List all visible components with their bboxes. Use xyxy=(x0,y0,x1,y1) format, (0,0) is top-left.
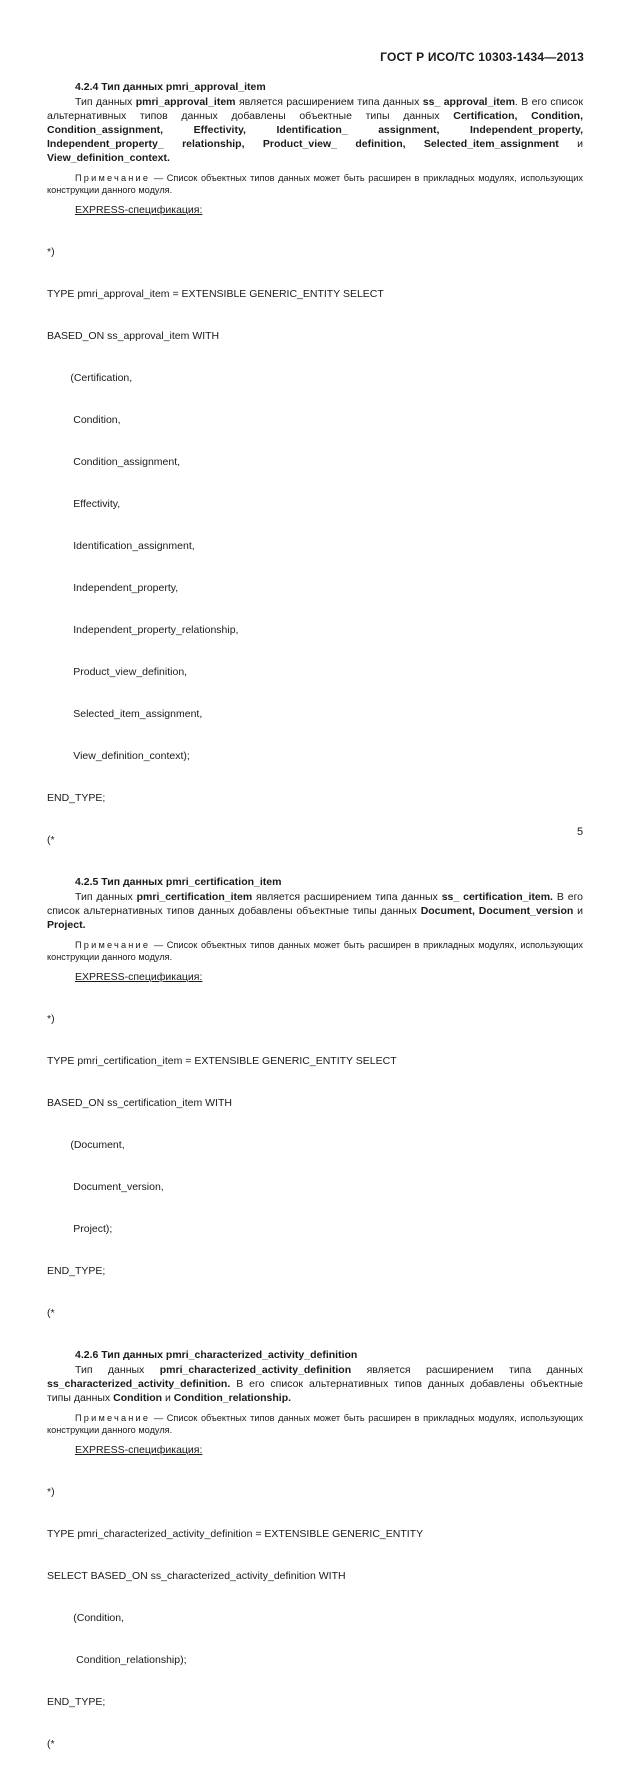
para-mid: является расширением типа данных xyxy=(235,96,423,108)
code-line: TYPE pmri_characterized_activity_definition = EXTENSIBLE GENERIC_ENTITY xyxy=(47,1528,424,1540)
para-prefix: Тип данных xyxy=(75,891,137,903)
para-mid2: В его список альтернативных типов данных добавлены объектные типы данных xyxy=(47,891,584,917)
note xyxy=(47,172,583,196)
note xyxy=(47,1412,583,1436)
and-word: и xyxy=(573,905,583,917)
section-paragraph xyxy=(47,890,583,932)
para-mid: является расширением типа данных xyxy=(252,891,442,903)
code-line: Project); xyxy=(47,1223,113,1235)
code-line: Identification_assignment, xyxy=(47,540,195,552)
note-text: — Список объектных типов данных может быть расширен в прикладных модулях, использующих конструкции данного модуля. xyxy=(47,1413,583,1435)
code-line: View_definition_context); xyxy=(47,750,190,762)
note-text: — Список объектных типов данных может быть расширен в прикладных модулях, использующих конструкции данного модуля. xyxy=(47,173,583,195)
page-body xyxy=(47,80,583,1779)
note-label: Примечание xyxy=(75,173,151,183)
and-word: и xyxy=(162,1392,174,1404)
type-list: Certification, Condition, Condition_assignment, Effectivity, Identification_ assignment, Independent_property, Independent_property_ relationship, Product_view_ definition, Selected_item_assignment xyxy=(47,110,583,150)
section-title: 4.2.4 Тип данных pmri_approval_item xyxy=(75,81,266,93)
last-type: Condition_relationship. xyxy=(173,1392,292,1404)
note-label: Примечание xyxy=(75,940,151,950)
last-type: Project. xyxy=(47,919,86,931)
code-line: BASED_ON ss_certification_item WITH xyxy=(47,1097,232,1109)
code-line: Selected_item_assignment, xyxy=(47,708,203,720)
type-list: Document, Document_version xyxy=(420,905,574,917)
para-prefix: Тип данных xyxy=(75,1364,160,1376)
last-type: View_definition_context. xyxy=(47,152,170,164)
type-name: pmri_characterized_activity_definition xyxy=(159,1364,352,1376)
note-text: — Список объектных типов данных может быть расширен в прикладных модулях, использующих конструкции данного модуля. xyxy=(47,940,583,962)
code-line: *) xyxy=(47,1486,55,1498)
and-word: и xyxy=(558,138,583,150)
section-4-2-4 xyxy=(47,80,583,875)
page-number: 5 xyxy=(577,826,584,838)
para-mid2: В его список альтернативных типов данных добавлены объектные типы данных xyxy=(47,1378,583,1404)
code-line: (Certification, xyxy=(47,372,133,384)
section-title: 4.2.5 Тип данных pmri_certification_item xyxy=(75,876,282,888)
code-line: Independent_property, xyxy=(47,582,179,594)
section-title: 4.2.6 Тип данных pmri_characterized_activity_definition xyxy=(75,1349,358,1361)
code-line: Independent_property_relationship, xyxy=(47,624,239,636)
code-line: Condition, xyxy=(47,414,121,426)
code-line: Product_view_definition, xyxy=(47,666,188,678)
document-header: ГОСТ Р ИСО/ТС 10303-1434—2013 xyxy=(380,50,584,64)
express-spec-label: EXPRESS-спецификация: xyxy=(75,1444,203,1456)
type-name: pmri_certification_item xyxy=(136,891,253,903)
code-line: *) xyxy=(47,246,55,258)
express-code-block xyxy=(47,1457,583,1779)
note xyxy=(47,939,583,963)
note-label: Примечание xyxy=(75,1413,151,1423)
code-line: (* xyxy=(47,834,55,846)
code-line: (Condition, xyxy=(47,1612,125,1624)
code-line: Document_version, xyxy=(47,1181,164,1193)
section-paragraph xyxy=(47,1363,583,1405)
code-line: END_TYPE; xyxy=(47,1696,106,1708)
base-type: ss_ approval_item xyxy=(422,96,515,108)
code-line: END_TYPE; xyxy=(47,792,106,804)
code-line: TYPE pmri_approval_item = EXTENSIBLE GENERIC_ENTITY SELECT xyxy=(47,288,384,300)
code-line: (Document, xyxy=(47,1139,125,1151)
para-mid2: . В его список альтернативных типов данных добавлены объектные типы данных xyxy=(47,96,583,122)
code-line: *) xyxy=(47,1013,55,1025)
express-code-block xyxy=(47,217,583,875)
code-line: (* xyxy=(47,1738,55,1750)
code-line: TYPE pmri_certification_item = EXTENSIBLE GENERIC_ENTITY SELECT xyxy=(47,1055,397,1067)
para-prefix: Тип данных xyxy=(75,96,136,108)
base-type: ss_characterized_activity_definition. xyxy=(47,1378,231,1390)
express-spec-label: EXPRESS-спецификация: xyxy=(75,204,203,216)
express-spec-label: EXPRESS-спецификация: xyxy=(75,971,203,983)
code-line: Condition_assignment, xyxy=(47,456,181,468)
section-paragraph xyxy=(47,95,583,165)
section-4-2-5 xyxy=(47,875,583,1348)
para-mid: является расширением типа данных xyxy=(351,1364,583,1376)
code-line: (* xyxy=(47,1307,55,1319)
code-line: BASED_ON ss_approval_item WITH xyxy=(47,330,220,342)
code-line: Condition_relationship); xyxy=(47,1654,187,1666)
base-type: ss_ certification_item. xyxy=(441,891,553,903)
section-4-2-6 xyxy=(47,1348,583,1779)
code-line: Effectivity, xyxy=(47,498,121,510)
code-line: SELECT BASED_ON ss_characterized_activity_definition WITH xyxy=(47,1570,346,1582)
code-line: END_TYPE; xyxy=(47,1265,106,1277)
type-list: Condition xyxy=(113,1392,163,1404)
express-code-block xyxy=(47,984,583,1348)
type-name: pmri_approval_item xyxy=(135,96,236,108)
